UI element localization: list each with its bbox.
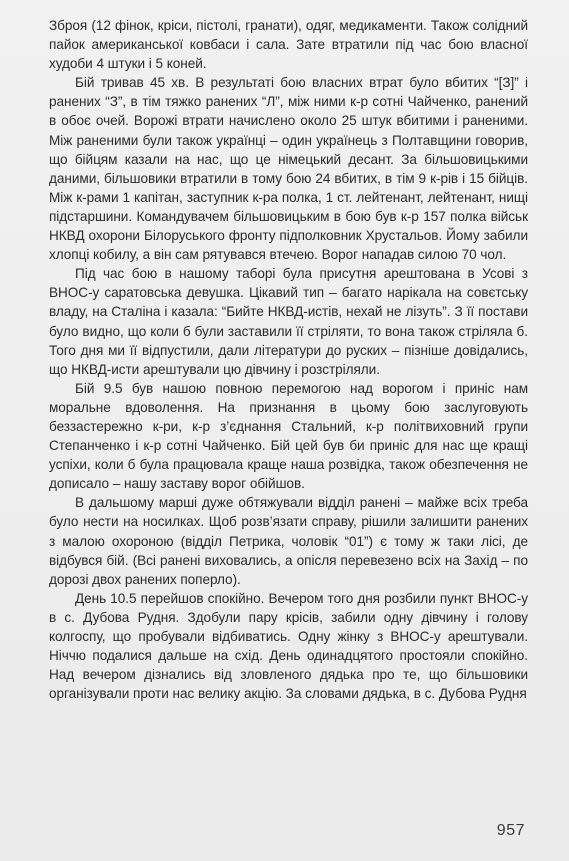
body-text (49, 16, 528, 703)
paragraph-4: Бій 9.5 був нашою повною перемогою над ворогом і приніс нам моральне вдоволення. На признання в цьому бою заслуговують беззастережно к-ри, к-р з’єднання Стальний, к-р політвиховний групи Степанченко і к-р сотні Чайченко. Бій цей був би приніс для нас ще кращі успіхи, коли б була працювала краще наша розвідка, також обезпечення не дописало – нашу заставу ворог обійшов. (49, 380, 528, 492)
paragraph-2: Бій тривав 45 хв. В результаті бою власних втрат було вбитих “[З]” і ранених “З”, в тім тяжко ранених “Л”, між ними к-р сотні Чайченко, ранений в обоє очей. Ворожі втрати начислено около 25 штук вбитими і раненими. Між раненими були також українці – один українець з Полтавщини говорив, що бійцям казали на нас, що це німецький десант. За більшовицькими даними, більшовики втратили в тому бою 24 вбитих, в тім 9 к-рів і 15 бійців. Між к-рами 1 капітан, заступник к-ра полка, 1 ст. лейтенант, лейтенант, нищі підстаршини. Командувачем більшовицьким в бою був к-р 157 полка військ НКВД охорони Білоруського фронту підполковник Хрустальов. Йому забили хлопці кобилу, а він сам рятувався втечею. Ворог нападав силою 70 чол. (49, 75, 528, 263)
paragraph-3: Під час бою в нашому таборі була присутня арештована в Усові з ВНОС-у саратовська девушка. Цікавий тип – багато нарікала на совєтську владу, на Сталіна і казала: “Бийте НКВД-истів, нехай не лізуть”. З її постави було видно, що коли б були заставили її стріляти, то вона також стріляла б. Того дня ми її відпустили, дали літератури до руских – пізніше довідались, що НКВД-исти арештували цю дівчину і розстріляли. (49, 266, 528, 377)
paragraph-5: В дальшому марші дуже обтяжували відділ ранені – майже всіх треба було нести на носилках. Щоб розв’язати справу, рішили залишити ранених з малою охороною (відділ Петрика, чоловік “01”) є тому ж таки лісі, де відбувся бій. (Всі ранені виховались, а опісля перевезено всіх на Захід – по дорозі двох ранених поперло). (49, 495, 528, 587)
paragraph-6: День 10.5 перейшов спокійно. Вечером того дня розбили пункт ВНОС-у в с. Дубова Рудня. Здобули пару крісів, забили одну дівчину і голову колгоспу, що пробували відбиватись. Одну жінку з ВНОС-у арештували. Ніччю подалися дальше на схід. День одинадцятого простояли спокійно. Над вечером дізнались від зловленого дядька про те, що більшовики організували проти нас велику акцію. За словами дядька, в с. Дубова Рудня (49, 590, 528, 702)
paragraph-1: Зброя (12 фінок, кріси, пістолі, гранати), одяг, медикаменти. Також солідний пайок американської ковбаси і сала. Зате втратили під час бою власної худоби 4 штуки і 5 коней. (49, 18, 528, 72)
page-number: 957 (496, 822, 525, 839)
